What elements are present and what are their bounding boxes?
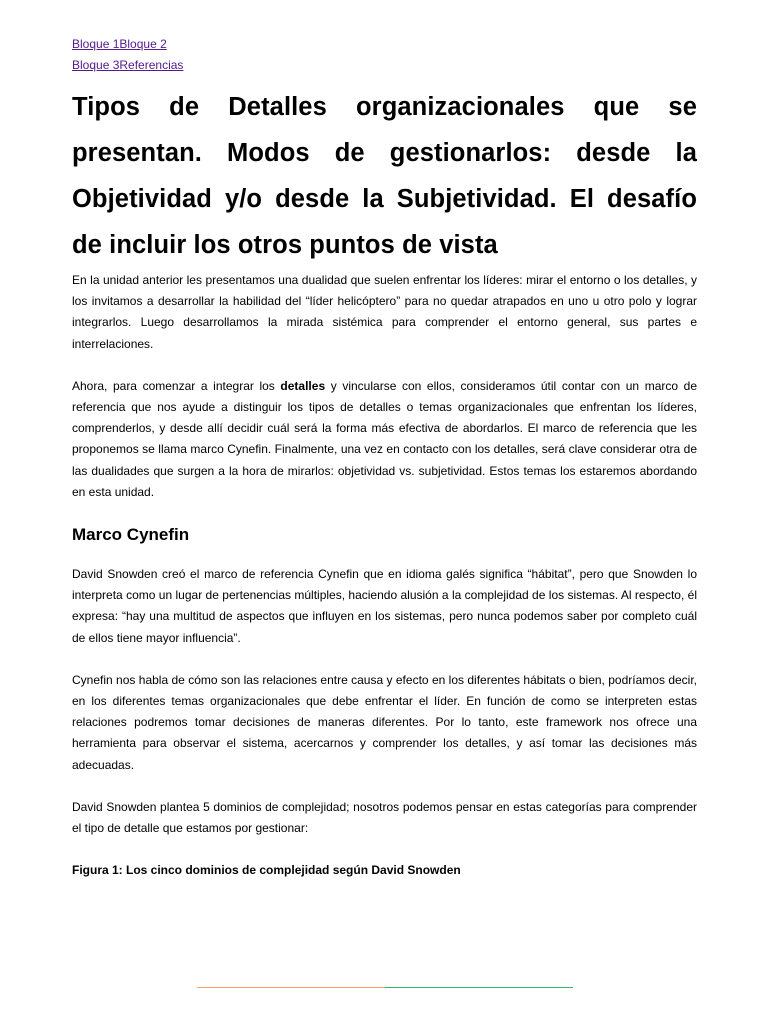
cynefin-paragraph-3: David Snowden plantea 5 dominios de complejidad; nosotros podemos pensar en estas categorías para comprender el tipo de detalle que estamos por gestionar:: [72, 799, 697, 836]
cynefin-paragraph-1: David Snowden creó el marco de referencia Cynefin que en idioma galés significa “hábitat”, pero que Snowden lo interpreta como un lugar de pertenencias múltiples, haciendo alusión a la complejidad de los sistemas. Al respecto, él expresa: “hay una multitud de aspectos que influyen en los sistemas, pero nunca podemos saber por completo cuál de ellos tiene mayor influencia”.: [72, 567, 697, 645]
intro-paragraph: En la unidad anterior les presentamos una dualidad que suelen enfrentar los líderes: mirar el entorno o los detalles, y los invitamos a desarrollar la habilidad del “líder helicóptero” para no quedar atrapados en uno u otro polo y lograr integrarlos. Luego desarrollamos la mirada sistémica para comprender el entorno general, sus partes e interrelaciones.: [72, 273, 697, 351]
footer-divider-left: [197, 987, 385, 988]
section-heading-cynefin: Marco Cynefin: [72, 525, 190, 545]
cynefin-paragraph-2: Cynefin nos habla de cómo son las relaciones entre causa y efecto en los diferentes hábitats o bien, podríamos decir, en los diferentes temas organizacionales que debe enfrentar el líder. En función de como se interpreten estas relaciones podremos tomar decisiones de maneras diferentes. Por lo tanto, este framework nos ofrece una herramienta para observar el sistema, acercarnos y comprender los detalles, y así tomar las decisiones más adecuadas.: [72, 672, 697, 772]
nav-line-2: [72, 55, 697, 76]
document-page: [72, 34, 697, 881]
page-title: Tipos de Detalles organizacionales que se presentan. Modos de gestionarlos: desde la Objetividad y/o desde la Subjetividad. El desafío de incluir los otros puntos de vista: [72, 93, 697, 259]
nav-line-1: [72, 34, 697, 55]
details-paragraph-start: Ahora, para comenzar a integrar los: [72, 378, 281, 393]
link-referencias[interactable]: Referencias: [119, 58, 184, 72]
footer-divider: [197, 987, 573, 988]
details-paragraph: [72, 376, 697, 503]
link-bloque-1[interactable]: Bloque 1: [72, 37, 120, 51]
figure-caption: Figura 1: Los cinco dominios de complejidad según David Snowden: [72, 863, 461, 878]
details-keyword: detalles: [280, 378, 326, 393]
details-paragraph-end: y vincularse con ellos, consideramos útil contar con un marco de referencia que nos ayude a distinguir los tipos de detalles o temas organizacionales que enfrentan los líderes, comprenderlos, y desde allí decidir cuál será la forma más efectiva de abordarlos. El marco de referencia que les proponemos se llama marco Cynefin. Finalmente, una vez en contacto con los detalles, será clave considerar otra de las dualidades que surgen a la hora de mirarlos: objetividad vs. subjetividad. Estos temas los estaremos abordando en esta unidad.: [72, 378, 697, 499]
link-bloque-2[interactable]: Bloque 2: [119, 37, 167, 51]
footer-divider-right: [385, 987, 573, 988]
link-bloque-3[interactable]: Bloque 3: [72, 58, 120, 72]
